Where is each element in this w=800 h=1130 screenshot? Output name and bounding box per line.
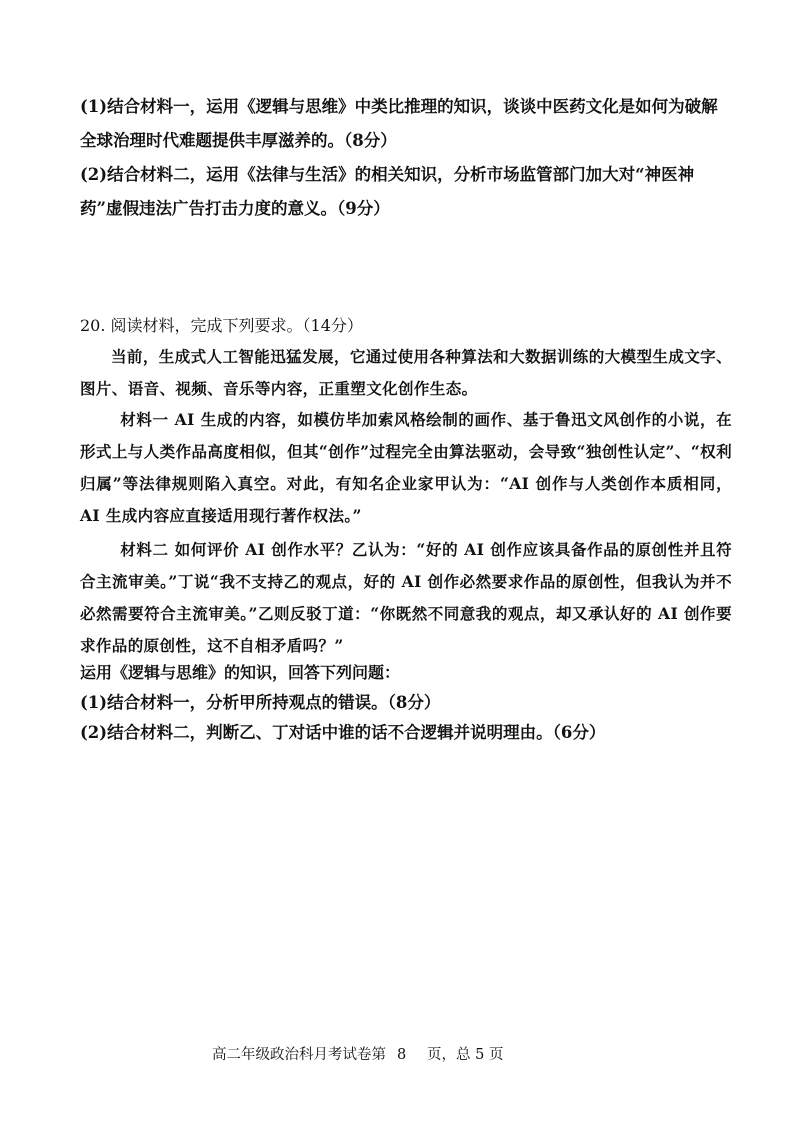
question-20-title: 20. 阅读材料，完成下列要求。（14分）: [80, 316, 363, 335]
prev-question-sub2: (2)结合材料二，运用《法律与生活》的相关知识，分析市场监管部门加大对“神医神药”虚假违法广告打击力度的意义。（9分）: [80, 165, 695, 218]
material-two: 材料二 如何评价 AI 创作水平？乙认为：“好的 AI 创作应该具备作品的原创性并且符合主流审美。”丁说“我不支持乙的观点，好的 AI 创作必然要求作品的原创性，但我认为并不必然需要符合主流审美。”乙则反驳丁道：“你既然不同意我的观点，却又承认好的 AI 创作要求作品的原创性，这不自相矛盾吗？”: [80, 540, 732, 655]
question-20-sub2: (2)结合材料二，判断乙、丁对话中谁的话不合逻辑并说明理由。（6分）: [80, 723, 606, 742]
material-one: 材料一 AI 生成的内容，如模仿毕加索风格绘制的画作、基于鲁迅文风创作的小说，在形式上与人类作品高度相似，但其“创作”过程完全由算法驱动，会导致“独创性认定”、“权利归属”等法律规则陷入真空。对此，有知名企业家甲认为：“AI 创作与人类创作本质相同，AI 生成内容应直接适用现行著作权法。”: [80, 410, 732, 525]
footer-page-total: 页，总 5 页: [427, 1047, 504, 1063]
footer-page-number: 8: [397, 1047, 407, 1063]
prev-question-sub1: (1)结合材料一，运用《逻辑与思维》中类比推理的知识，谈谈中医药文化是如何为破解全球治理时代难题提供丰厚滋养的。（8分）: [80, 97, 718, 150]
footer-exam-name: 高二年级政治科月考试卷第: [212, 1047, 386, 1063]
question-20-intro: 当前，生成式人工智能迅猛发展，它通过使用各种算法和大数据训练的大模型生成文字、图片、语音、视频、音乐等内容，正重塑文化创作生态。: [80, 347, 732, 398]
question-20-sub1: (1)结合材料一，分析甲所持观点的错误。（8分）: [80, 693, 441, 712]
page-footer: [0, 1044, 800, 1066]
question-20-instruction: 运用《逻辑与思维》的知识，回答下列问题：: [80, 663, 401, 682]
